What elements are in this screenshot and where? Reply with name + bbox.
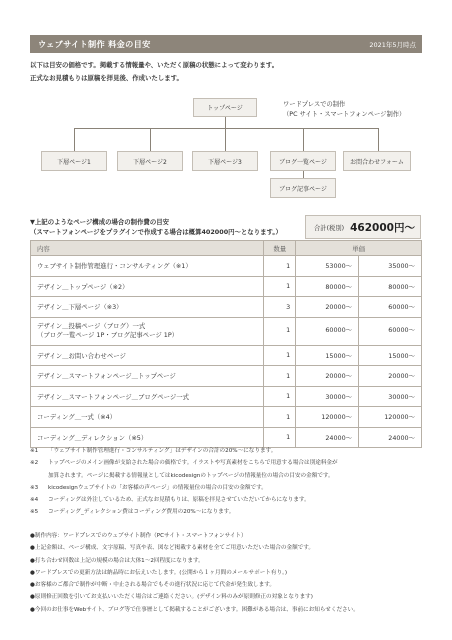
note-item: ●原則修正回数を引いてお支払いいただく場合はご連絡ください。(デザイン料のみが原則修正の対象となります) <box>30 594 313 601</box>
connector-line <box>378 128 379 151</box>
footnote-text: コーディングは外注しているため、正式なお見積もりは、原稿を拝見させていただいてからになります。 <box>48 497 310 504</box>
total-box <box>305 215 421 239</box>
row-price: 80000〜 <box>359 276 422 297</box>
table-row <box>31 276 422 297</box>
row-name: ウェブサイト制作管理進行・コンサルティング（※1） <box>31 256 264 277</box>
connector-line <box>225 117 226 128</box>
table-row <box>31 386 422 407</box>
total-value: 462000円〜 <box>350 221 415 234</box>
connector-line <box>150 128 151 151</box>
row-name: デザイン＿お問い合わせページ <box>31 345 264 366</box>
table-title-line-1: ▼上記のようなページ構成の場合の制作費の目安 <box>30 218 169 226</box>
footnote-text: トップページのメイン画像が支給された場合の価格です。イラストや写真素材をこちらで用意する場合は別途料金が <box>48 460 338 467</box>
row-price: 15000〜 <box>359 345 422 366</box>
row-name: コーディング＿ディレクション（※5） <box>31 427 264 448</box>
table-row <box>31 256 422 277</box>
footnote-mark: ※4 <box>30 497 39 504</box>
connector-line <box>74 128 75 151</box>
row-name-sub: （ブログ一覧ページ 1P・ブログ記事ページ 1P） <box>37 331 179 339</box>
footnote <box>30 494 422 506</box>
table-row <box>31 345 422 366</box>
row-name: デザイン＿スマートフォンページ＿ブログページ一式 <box>31 386 264 407</box>
row-price: 60000〜 <box>359 297 422 318</box>
footnote-text: 「ウェブサイト制作管理進行・コンサルティング」はデザインの合計の20%〜になります。 <box>48 448 277 454</box>
row-qty: 1 <box>264 366 296 387</box>
row-unit-price: 15000〜 <box>296 345 359 366</box>
footnote-mark: ※1 <box>30 448 39 454</box>
page-title: ウェブサイト制作 料金の目安 <box>38 38 151 49</box>
note-item: ●制作内容：ワードプレスでのウェブサイト制作（PCサイト・スマートフォンサイト） <box>30 533 247 539</box>
col-header-price: 単価 <box>296 241 422 256</box>
row-name: デザイン＿トップページ（※2） <box>31 276 264 297</box>
row-name: コーディング＿一式（※4） <box>31 407 264 428</box>
connector-line <box>225 128 226 151</box>
col-header-name: 内容 <box>31 241 264 256</box>
note-item: ●今回のお仕事をWebサイト、ブログ等で仕事歴として掲載することがございます。困難がある場合は、事前にお知らせください。 <box>30 606 359 613</box>
row-unit-price: 80000〜 <box>296 276 359 297</box>
header-bar <box>30 35 422 53</box>
table-header-row <box>31 241 422 256</box>
table-title-line-2: （スマートフォンページをプラグインで作成する場合は概算402000円〜となります。） <box>30 228 282 236</box>
footnote <box>30 445 422 457</box>
price-table <box>30 240 422 448</box>
row-qty: 1 <box>264 256 296 277</box>
table-title <box>30 217 282 237</box>
row-unit-price: 60000〜 <box>296 317 359 345</box>
footnote <box>30 506 422 518</box>
row-qty: 1 <box>264 386 296 407</box>
note-item: ●お客様のご都合で制作が中断・中止される場合でもその進行状況に応じて代金が発生致します。 <box>30 582 275 589</box>
row-price: 24000〜 <box>359 427 422 448</box>
row-price: 60000〜 <box>359 317 422 345</box>
footnote-mark: ※2 <box>30 460 39 467</box>
sitemap-child-2: 下層ページ2 <box>117 151 183 171</box>
footnote-mark: ※5 <box>30 509 39 516</box>
table-row <box>31 317 422 345</box>
row-qty: 1 <box>264 427 296 448</box>
row-unit-price: 20000〜 <box>296 297 359 318</box>
intro-text <box>30 59 422 85</box>
note-item: ●ワードプレスでの更新方法は納品時にお伝えいたします。(公開から１ヶ月間のメールサポート有り。) <box>30 569 288 576</box>
row-price: 30000〜 <box>359 386 422 407</box>
row-price: 20000〜 <box>359 366 422 387</box>
footnote <box>30 482 422 494</box>
intro-line-1: 以下は目安の価格です。掲載する情報量や、いただく原稿の状態によって変わります。 <box>30 61 279 69</box>
row-name-cell <box>31 317 264 345</box>
row-price: 120000〜 <box>359 407 422 428</box>
row-name: デザイン＿投稿ページ（ブログ）一式 <box>37 321 146 330</box>
footnotes <box>30 445 422 519</box>
sitemap-note <box>283 100 405 119</box>
sitemap-child-3: 下層ページ3 <box>192 151 258 171</box>
total-label: 合計(税別) <box>314 224 345 232</box>
table-row <box>31 297 422 318</box>
row-unit-price: 30000〜 <box>296 386 359 407</box>
intro-line-2: 正式なお見積もりは原稿を拝見後、作成いたします。 <box>30 74 183 82</box>
row-qty: 1 <box>264 276 296 297</box>
notes-list <box>30 530 422 616</box>
row-qty: 1 <box>264 345 296 366</box>
footnote-continuation: 加算されます。ページに掲載する情報量としてはkicodesignのトップページの情報量位の場合の目安の金額です。 <box>48 472 334 479</box>
date-label: 2021年5月時点 <box>369 40 416 49</box>
row-price: 35000〜 <box>359 256 422 277</box>
sitemap-contact-form: お問合わせフォーム <box>343 151 411 171</box>
note-item: ●上記金額は、ページ構成、文字原稿、写真や表、図など掲載する素材を全てご用意いただいた場合の金額です。 <box>30 545 315 552</box>
sitemap-child-1: 下層ページ1 <box>41 151 107 171</box>
footnote-mark: ※3 <box>30 484 39 491</box>
sitemap-note-line-1: ワードプレスでの制作 <box>283 101 346 108</box>
sitemap-blog-article: ブログ記事ページ <box>270 178 336 198</box>
table-row <box>31 407 422 428</box>
footnote-text: コーディング_ディレクション費はコーディング費用の20%〜になります。 <box>48 509 235 516</box>
note-item: ●打ち合わせ回数は上記の規模の場合は大体1〜2回程度になります。 <box>30 557 204 564</box>
footnote <box>30 457 422 469</box>
col-header-qty: 数量 <box>264 241 296 256</box>
row-unit-price: 24000〜 <box>296 427 359 448</box>
sitemap-blog-list: ブログ一覧ページ <box>270 151 336 171</box>
row-unit-price: 20000〜 <box>296 366 359 387</box>
row-name: デザイン＿下層ページ（※3） <box>31 297 264 318</box>
table-row <box>31 366 422 387</box>
row-qty: 1 <box>264 407 296 428</box>
connector-line <box>74 128 379 129</box>
connector-line <box>303 128 304 151</box>
row-qty: 3 <box>264 297 296 318</box>
row-qty: 1 <box>264 317 296 345</box>
row-name: デザイン＿スマートフォンページ＿トップページ <box>31 366 264 387</box>
connector-line <box>303 171 304 178</box>
row-unit-price: 120000〜 <box>296 407 359 428</box>
row-unit-price: 53000〜 <box>296 256 359 277</box>
footnote-text: kicodesignウェブサイトの「お客様の声ページ」の情報量位の場合の目安の金額です。 <box>48 484 267 491</box>
sitemap-top-page: トップページ <box>193 98 257 117</box>
sitemap-note-line-2: （PC サイト・スマートフォンページ制作） <box>283 110 406 118</box>
